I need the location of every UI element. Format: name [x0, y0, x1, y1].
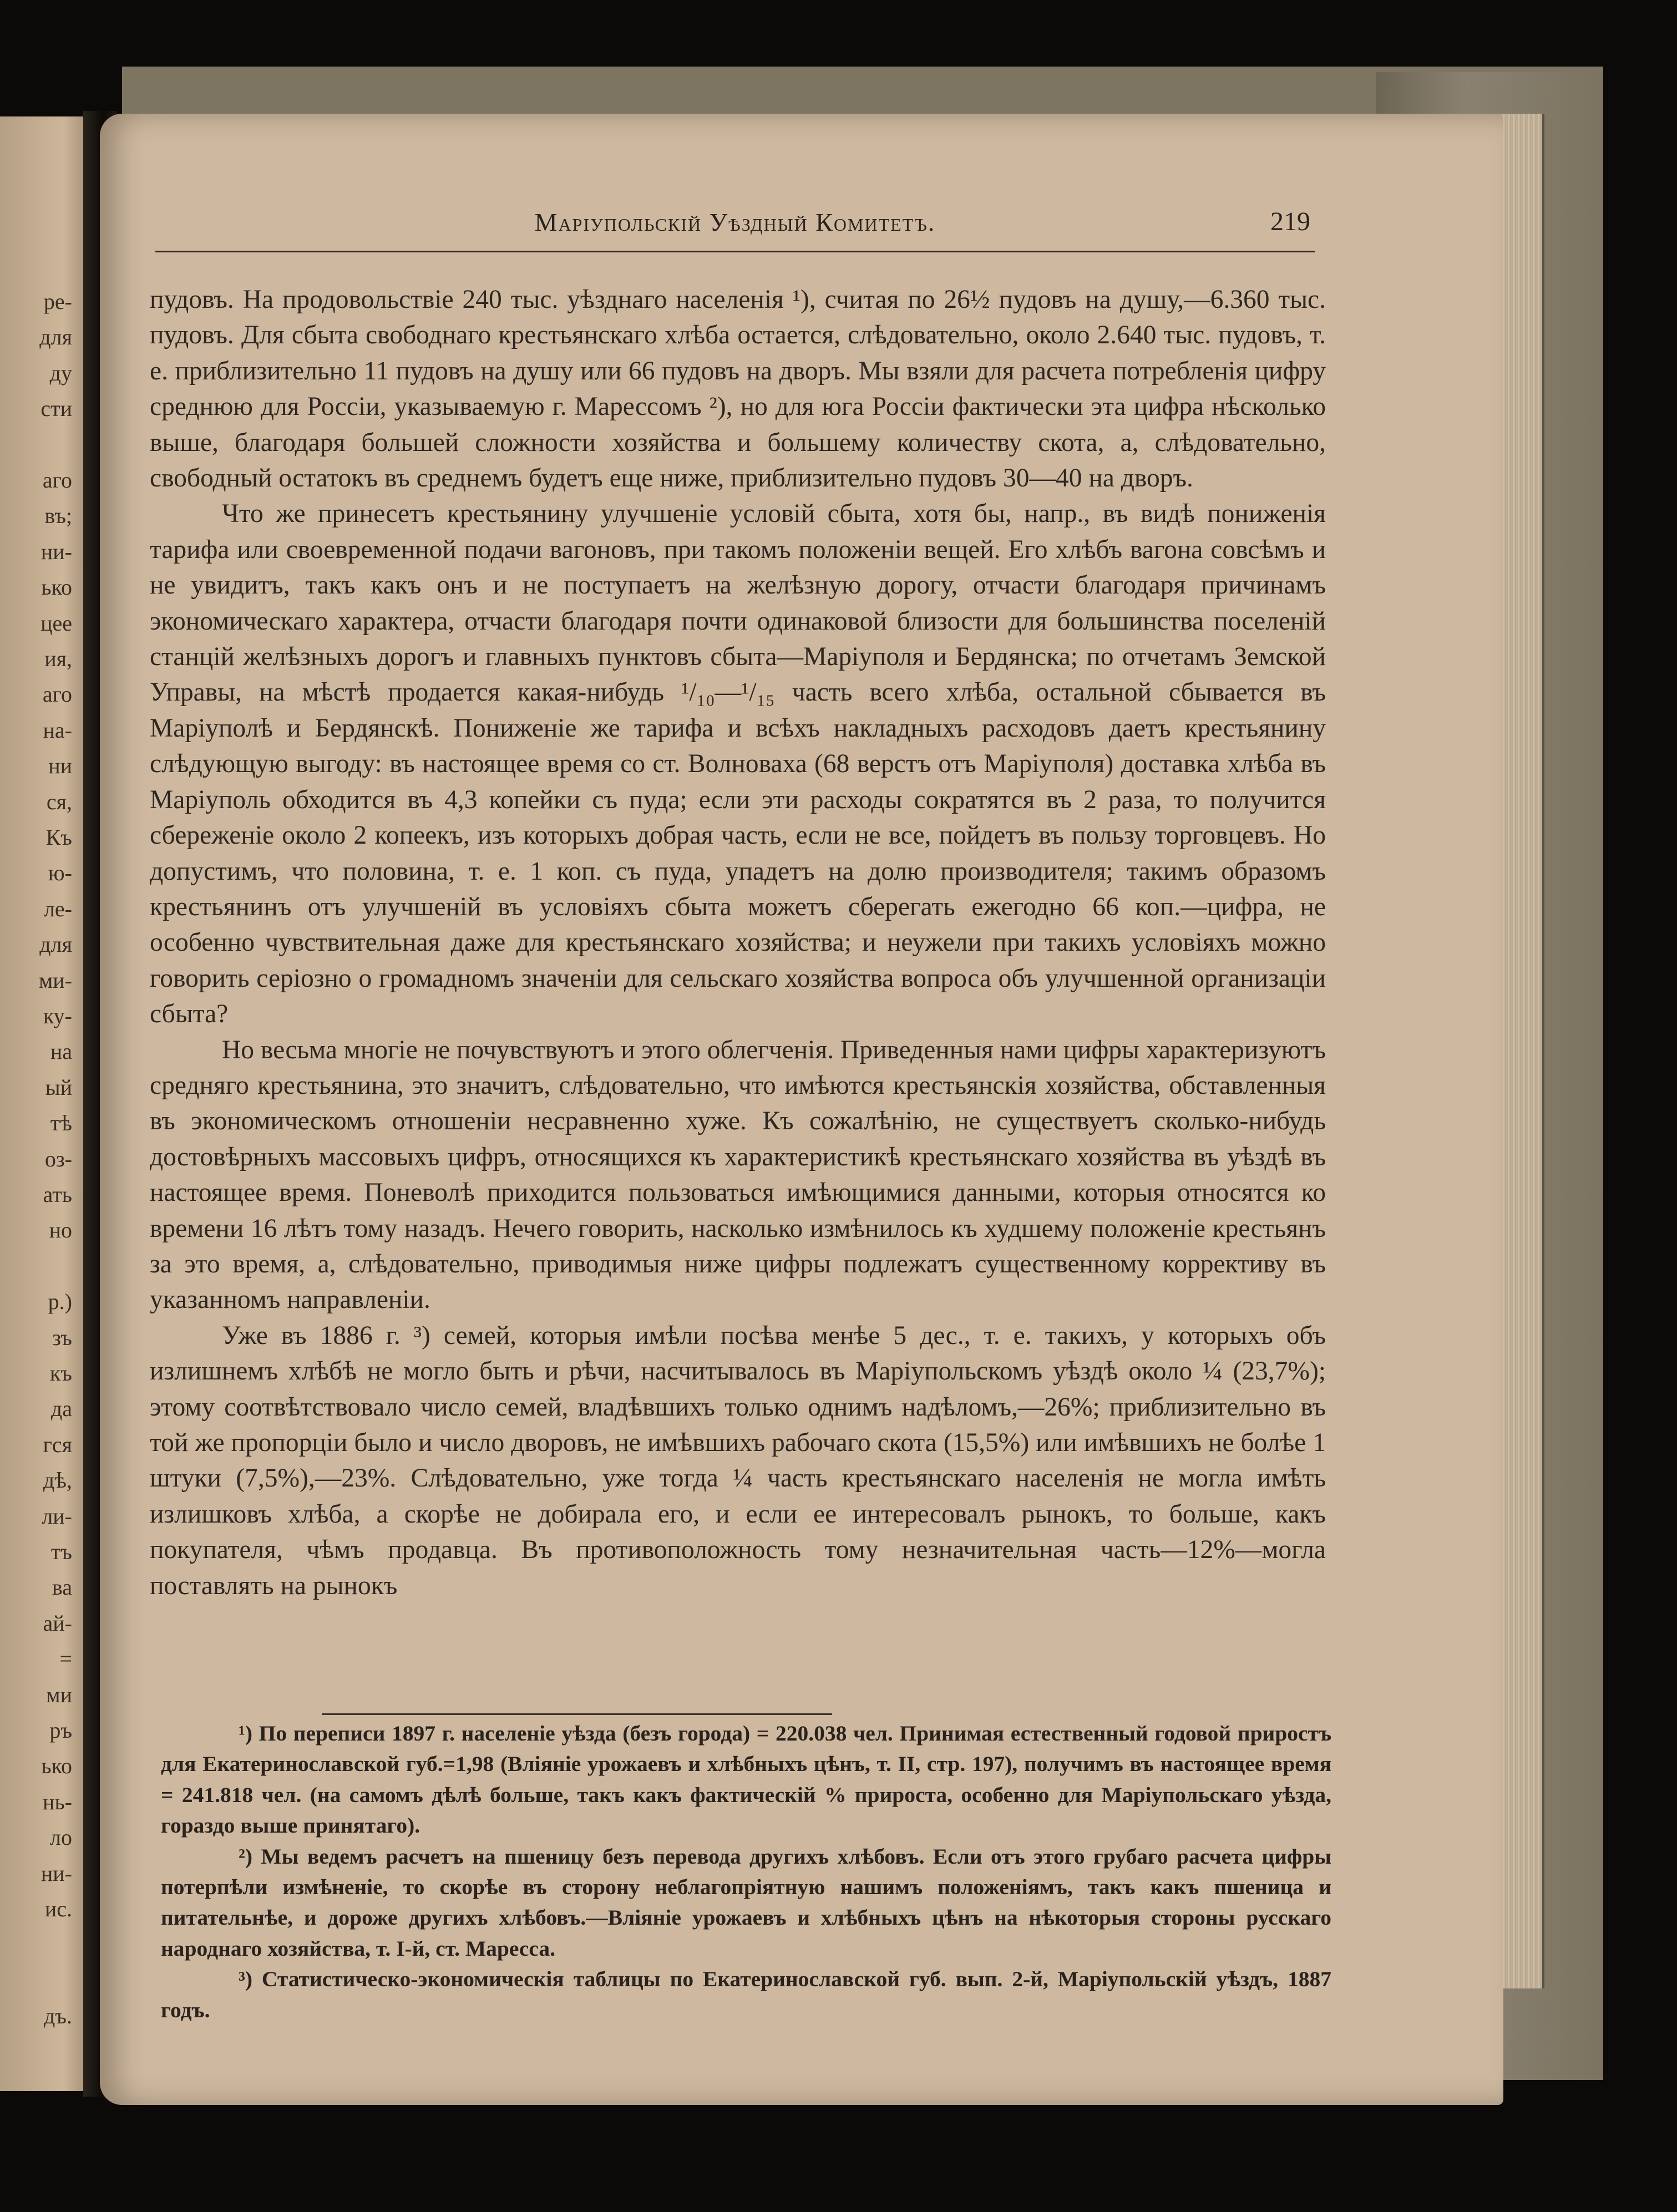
- previous-page-line-fragment: ли-: [42, 1503, 72, 1529]
- previous-page-line-fragment: ни-: [40, 1860, 72, 1886]
- previous-page-line-fragment: ся,: [46, 789, 72, 814]
- footnotes: [161, 1718, 1331, 2026]
- previous-page-line-fragment: ръ: [49, 1718, 72, 1743]
- previous-page-line-fragment: Къ: [45, 825, 72, 850]
- paragraph: Уже въ 1886 г. ³) семей, которыя имѣли посѣва менѣе 5 дес., т. е. такихъ, у которыхъ объ излишнемъ хлѣбѣ не могло быть и рѣчи, насчитывалось въ Маріупольскомъ уѣздѣ около ¼ (23,7%); этому соотвѣтствовало число семей, владѣвшихъ только однимъ надѣломъ,—26%; приблизительно въ той же пропорціи было и число дворовъ, не имѣвшихъ рабочаго скота (15,5%) или имѣвшихъ не болѣе 1 штуки (7,5%),—23%. Слѣдовательно, уже тогда ¼ часть крестьянскаго населенія не могла имѣть излишковъ хлѣба, а скорѣе не добирала его, и если ее интересовалъ рынокъ, то больше, какъ покупателя, чѣмъ продавца. Въ противоположность тому незначительная часть—12%—могла поставлять на рынокъ: [150, 1321, 1326, 1600]
- previous-page-line-fragment: тъ: [50, 1539, 72, 1564]
- previous-page-line-fragment: ис.: [44, 1896, 72, 1921]
- previous-page-line-fragment: гся: [43, 1432, 72, 1457]
- footnote: ²) Мы ведемъ расчетъ на пшеницу безъ перевода другихъ хлѣбовъ. Если отъ этого грубаго расчета цифры потерпѣли измѣненіе, то скорѣе въ сторону неблагопріятную нашимъ положеніямъ, такъ какъ пшеница и питательнѣе, и дороже другихъ хлѣбовъ.—Вліяніе урожаевъ и хлѣбныхъ цѣнъ на нѣкоторыя стороны русскаго народнаго хозяйства, т. І-й, ст. Маресса.: [161, 1844, 1331, 1961]
- previous-page-line-fragment: къ: [49, 1361, 72, 1386]
- previous-page-line-fragment: оз-: [44, 1146, 72, 1171]
- previous-page-line-fragment: ия,: [44, 646, 72, 671]
- previous-page-line-fragment: ни-: [40, 539, 72, 564]
- previous-page-line-fragment: цее: [40, 610, 72, 636]
- previous-page-line-fragment: ни: [48, 753, 72, 779]
- previous-page-line-fragment: дѣ,: [43, 1468, 72, 1493]
- previous-page-line-fragment: ай-: [43, 1610, 72, 1636]
- previous-page-line-fragment: нь-: [43, 1789, 72, 1814]
- previous-page-line-fragment: ку-: [43, 1003, 72, 1028]
- previous-page-line-fragment: да: [50, 1396, 72, 1422]
- page-number: 219: [1270, 207, 1310, 236]
- previous-page-line-fragment: ый: [45, 1074, 72, 1100]
- previous-page-line-fragment: ду: [49, 360, 72, 385]
- paragraph: пудовъ. На продовольствіе 240 тыс. уѣзднаго населенія ¹), считая по 26½ пудовъ на душу,—6.360 тыс. пудовъ. Для сбыта свободнаго крестьянскаго хлѣба остается, слѣдовательно, около 2.640 тыс. пудовъ, т. е. приблизительно 11 пудовъ на душу или 66 пудовъ на дворъ. Мы взяли для расчета потребленія цифру среднюю для Россіи, указываемую г. Марессомъ ²), но для юга Россіи фактически эта цифра нѣсколько выше, благодаря большей сложности хозяйства и большему количеству скота, а, слѣдовательно, свободный остатокъ въ среднемъ будетъ еще ниже, приблизительно пудовъ 30—40 на дворъ.: [150, 285, 1326, 493]
- footnote: ³) Статистическо-экономическія таблицы по Екатеринославской губ. вып. 2-й, Маріупольскій уѣздъ, 1887 годъ.: [161, 1967, 1331, 2022]
- previous-page-line-fragment: ать: [43, 1182, 72, 1207]
- previous-page-line-fragment: ва: [52, 1575, 72, 1600]
- previous-page-line-fragment: ре-: [43, 289, 72, 314]
- previous-page-line-fragment: ло: [50, 1825, 72, 1850]
- previous-page-line-fragment: зъ: [52, 1325, 72, 1350]
- previous-page-line-fragment: аго: [42, 682, 72, 707]
- body-text: [150, 282, 1326, 1604]
- paragraph: Но весьма многіе не почувствуютъ и этого облегченія. Приведенныя нами цифры характеризуютъ средняго крестьянина, это значитъ, слѣдовательно, что имѣются крестьянскія хозяйства, обставленныя въ экономическомъ отношеніи несравненно хуже. Къ сожалѣнію, не существуетъ сколько-нибудь достовѣрныхъ массовыхъ цифръ, относящихся къ характеристикѣ крестьянскаго хозяйства въ уѣздѣ въ настоящее время. Поневолѣ приходится пользоваться имѣющимися данными, которыя относятся ко времени 16 лѣтъ тому назадъ. Нечего говорить, насколько измѣнилось къ худшему положеніе крестьянъ за это время, а, слѣдовательно, приводимыя ниже цифры подлежатъ существенному коррективу въ указанномъ направленіи.: [150, 1035, 1326, 1315]
- footnote: ¹) По переписи 1897 г. населеніе уѣзда (безъ города) = 220.038 чел. Принимая естественный годовой приростъ для Екатеринославской губ.=1,98 (Вліяніе урожаевъ и хлѣбныхъ цѣнъ, т. II, стр. 197), получимъ въ настоящее время = 241.818 чел. (на самомъ дѣлѣ больше, такъ какъ фактическій % прироста, особенно для Маріупольскаго уѣзда, гораздо выше принятаго).: [161, 1721, 1331, 1838]
- previous-page-line-fragment: ми: [46, 1682, 72, 1707]
- previous-page-line-fragment: для: [39, 324, 72, 350]
- previous-page-line-fragment: ле-: [43, 896, 72, 921]
- previous-page-line-fragment: на: [50, 1039, 72, 1064]
- running-title: Маріупольскій Уѣздный Комитетъ.: [534, 208, 936, 236]
- previous-page-line-fragment: тѣ: [50, 1110, 72, 1136]
- previous-page-line-fragment: для: [39, 932, 72, 957]
- previous-page-line-fragment: =: [59, 1646, 72, 1672]
- previous-page-line-fragment: въ;: [44, 503, 72, 529]
- previous-page-line-fragment: сти: [40, 396, 72, 422]
- page-header: [155, 206, 1315, 252]
- previous-page-line-fragment: ю-: [48, 860, 72, 886]
- previous-page-line-fragment: но: [49, 1217, 72, 1243]
- previous-page-line-fragment: дъ.: [43, 2003, 72, 2029]
- previous-page-line-fragment: ько: [41, 575, 72, 600]
- previous-page-line-fragment: ько: [41, 1753, 72, 1779]
- previous-page-line-fragment: аго: [42, 468, 72, 493]
- previous-page-line-fragment: ми-: [38, 967, 72, 993]
- paragraph: Что же принесетъ крестьянину улучшеніе условій сбыта, хотя бы, напр., въ видѣ пониженія тарифа или своевременной подачи вагоновъ, при такомъ положеніи вещей. Его хлѣбъ вагона совсѣмъ и не увидитъ, такъ какъ онъ и не поступаетъ на желѣзную дорогу, отчасти благодаря причинамъ экономическаго характера, отчасти благодаря почти одинаковой близости для большинства поселеній станцій желѣзныхъ дорогъ и главныхъ пунктовъ сбыта—Маріуполя и Бердянска; по отчетамъ Земской Управы, на мѣстѣ продается какая-нибудь ¹/₁₀—¹/₁₅ часть всего хлѣба, остальной сбывается въ Маріуполѣ и Бердянскѣ. Пониженіе же тарифа и всѣхъ накладныхъ расходовъ даетъ крестьянину слѣдующую выгоду: въ настоящее время со ст. Волноваха (68 верстъ отъ Маріуполя) доставка хлѣба въ Маріуполь обходится въ 4,3 копейки съ пуда; если эти расходы сократятся въ 2 раза, то получится сбереженіе около 2 копеекъ, изъ которыхъ добрая часть, если не все, пойдетъ въ пользу торговцевъ. Но допустимъ, что половина, т. е. 1 коп. съ пуда, упадетъ на долю производителя; такимъ образомъ крестьянинъ отъ улучшеній въ условіяхъ сбыта можетъ сберегать ежегодно 66 коп.—цифра, не особенно чувствительная даже для крестьянскаго хозяйства; и неужели при такихъ условіяхъ можно говорить серіозно о громадномъ значеніи для сельскаго хозяйства вопроса объ улучшенной организаціи сбыта?: [150, 499, 1326, 1029]
- previous-page-line-fragment: на-: [43, 717, 72, 743]
- previous-page-line-fragment: р.): [48, 1289, 72, 1315]
- footnote-divider: [322, 1713, 832, 1715]
